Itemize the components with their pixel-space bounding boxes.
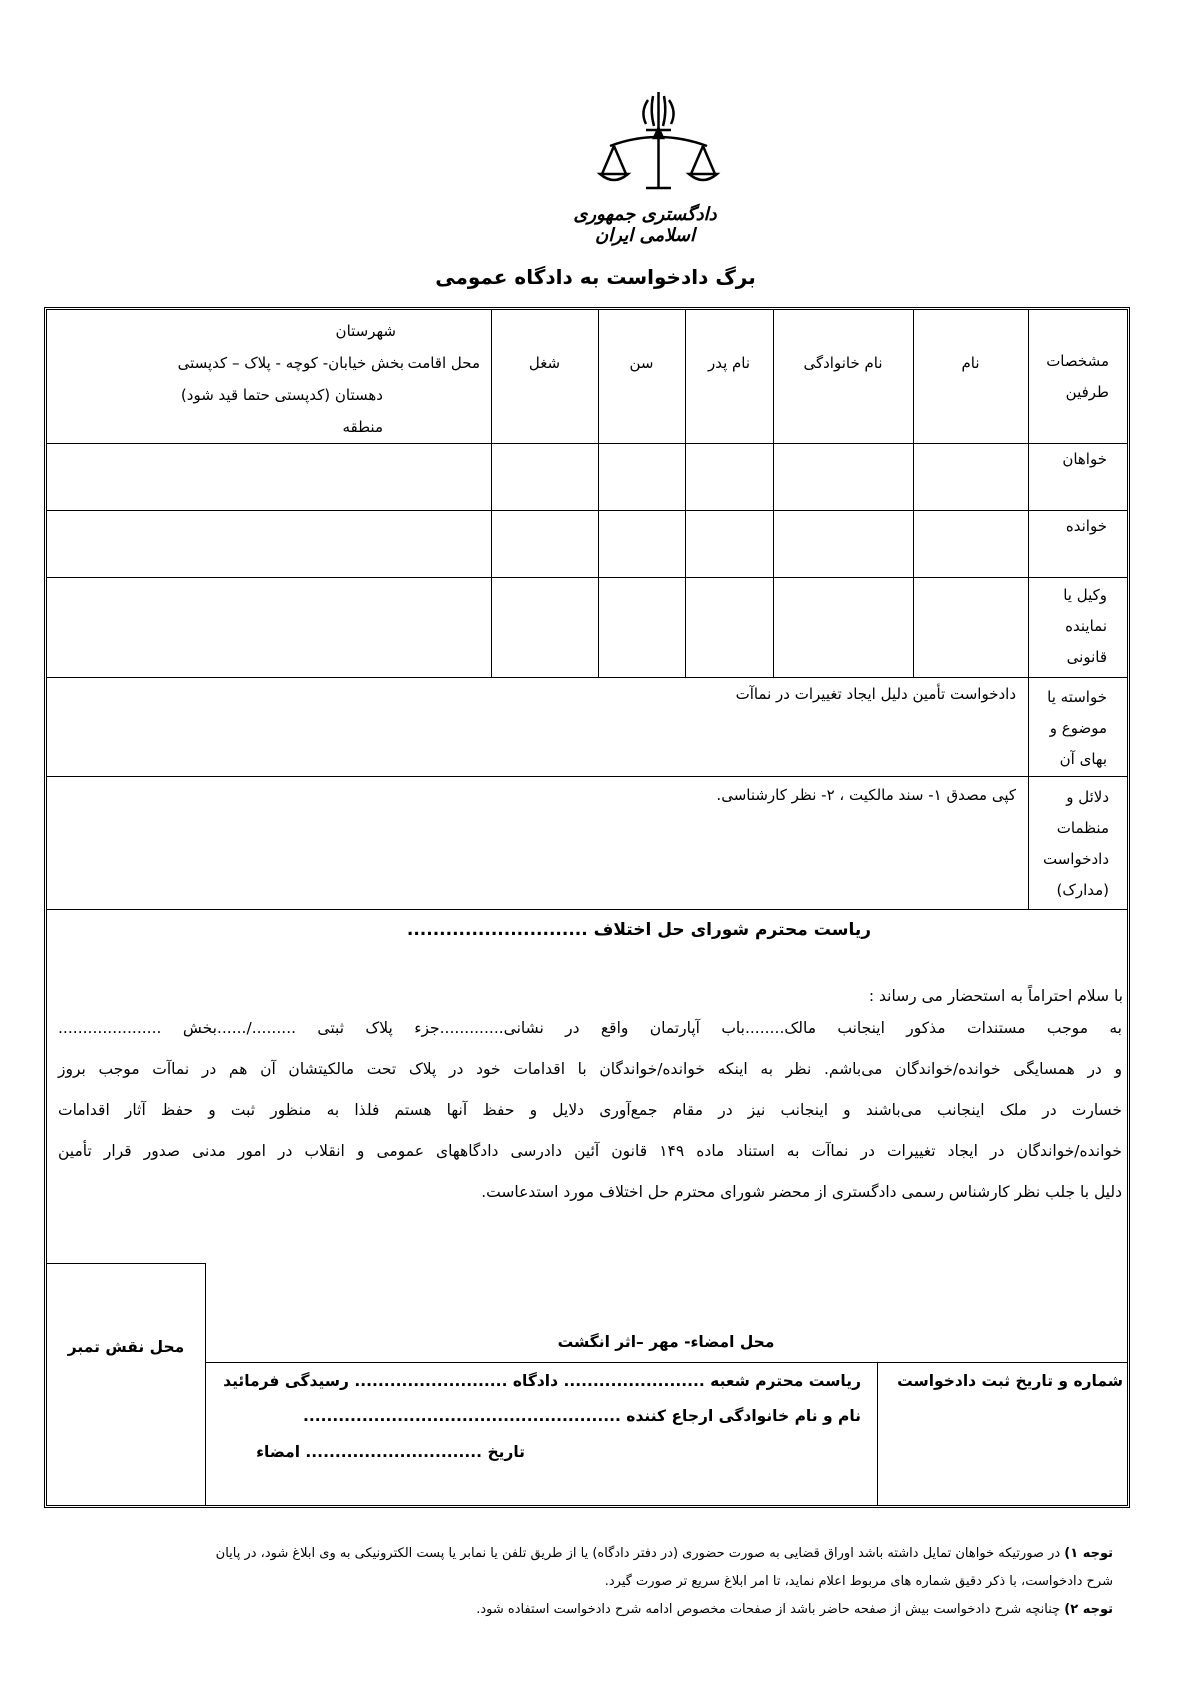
address-line-region: منطقه: [342, 418, 383, 436]
claim-value: دادخواست تأمین دلیل ایجاد تغییرات در نماآت: [735, 685, 1016, 703]
address-line-street: بخش خیابان- کوچه - پلاک – کدپستی: [177, 354, 404, 372]
row-label-defendant: خوانده: [1065, 517, 1107, 535]
evidence-label: دلائل و منظمات دادخواست (مدارک): [1042, 788, 1109, 899]
petition-line: خوانده/خواندگان در ایجاد تغییرات در نماآت به استناد ماده ۱۴۹ قانون آئین دادرسی دادگاههای عمومی و انقلاب در امور مدنی صدور قرار تأمین: [58, 1142, 1122, 1160]
header-residence: محل اقامت: [407, 354, 480, 372]
header-father: نام پدر: [707, 354, 751, 372]
evidence-value: کپی مصدق ۱- سند مالکیت ، ۲- نظر کارشناسی.: [716, 786, 1016, 804]
stamp-place-label: محل نقش تمبر: [67, 1338, 185, 1356]
petition-form-frame: [44, 307, 1130, 1508]
address-line-city: شهرستان: [335, 322, 396, 340]
registration-label: شماره و تاریخ ثبت دادخواست: [897, 1372, 1123, 1390]
petition-line: به موجب مستندات مذکور اینجانب مالک........باب آپارتمان واقع در نشانی.............جزء پلاک ثبتی .........‌/......بخش .....................: [58, 1019, 1122, 1037]
referral-date-line: تاریخ .............................. امضاء: [256, 1443, 525, 1461]
petition-line: دلیل با جلب نظر کارشناس رسمی دادگستری از محضر شورای محترم حل اختلاف مورد استدعاست.: [481, 1183, 1122, 1201]
row-label-plaintiff: خواهان: [1062, 450, 1107, 468]
petition-line: خسارت در ملک اینجانب می‌باشند و اینجانب نیز در مقام جمع‌آوری دلایل و حفظ آنها هستم فلذا به منظور ثبت و حفظ آثار اقدامات: [58, 1101, 1122, 1119]
petition-body: [58, 1008, 1122, 1213]
header-age: سن: [629, 354, 654, 372]
form-title: برگ دادخواست به دادگاه عمومی: [435, 265, 756, 289]
signature-place-label: محل امضاء- مهر –اثر انگشت: [557, 1333, 775, 1351]
header-job: شغل: [528, 354, 561, 372]
referral-line: ریاست محترم شعبه ........................ دادگاه .......................... رسیدگی فرمائید: [223, 1372, 861, 1390]
referrer-name-line: نام و نام خانوادگی ارجاع کننده ......................................................: [302, 1407, 861, 1425]
header-name: نام: [961, 354, 980, 372]
judiciary-emblem-icon: [596, 88, 721, 208]
row-label-attorney: وکیل یا نماینده قانونی: [1063, 586, 1107, 666]
petition-line: و در همسایگی خوانده/خواندگان می‌باشم. نظر به اینکه خوانده/خواندگان با اقدامات خود در پلاک تحت مالکیتشان آن هم در نماآت موجب بروز: [58, 1060, 1122, 1078]
note-1: توجه ۱) در صورتیکه خواهان تمایل داشته باشد اوراق قضایی به صورت حضوری (در دفتر دادگاه) یا از طریق تلفن یا نمابر یا پست الکترونیکی به وی ابلاغ شود، در پایان: [215, 1546, 1113, 1561]
emblem-caption: دادگستری جمهوری اسلامی ایران: [573, 204, 717, 246]
petition-greeting: با سلام احتراماً به استحضار می رساند :: [868, 987, 1123, 1005]
claim-label: خواسته یا موضوع و بهای آن: [1047, 688, 1107, 768]
header-specs: مشخصات طرفین: [1046, 352, 1109, 401]
petition-heading: ریاست محترم شورای حل اختلاف ............................: [406, 920, 871, 940]
note-2: توجه ۲) چنانچه شرح دادخواست بیش از صفحه حاضر باشد از صفحات مخصوص ادامه شرح دادخواست استفاده شود.: [476, 1602, 1113, 1617]
note-1-continued: شرح دادخواست، با ذکر دقیق شماره های مربوط اعلام نماید، تا امر ابلاغ سریع تر صورت گیرد.: [604, 1574, 1113, 1589]
header-family: نام خانوادگی: [803, 354, 883, 372]
address-line-village: دهستان (کدپستی حتما قید شود): [180, 386, 383, 404]
